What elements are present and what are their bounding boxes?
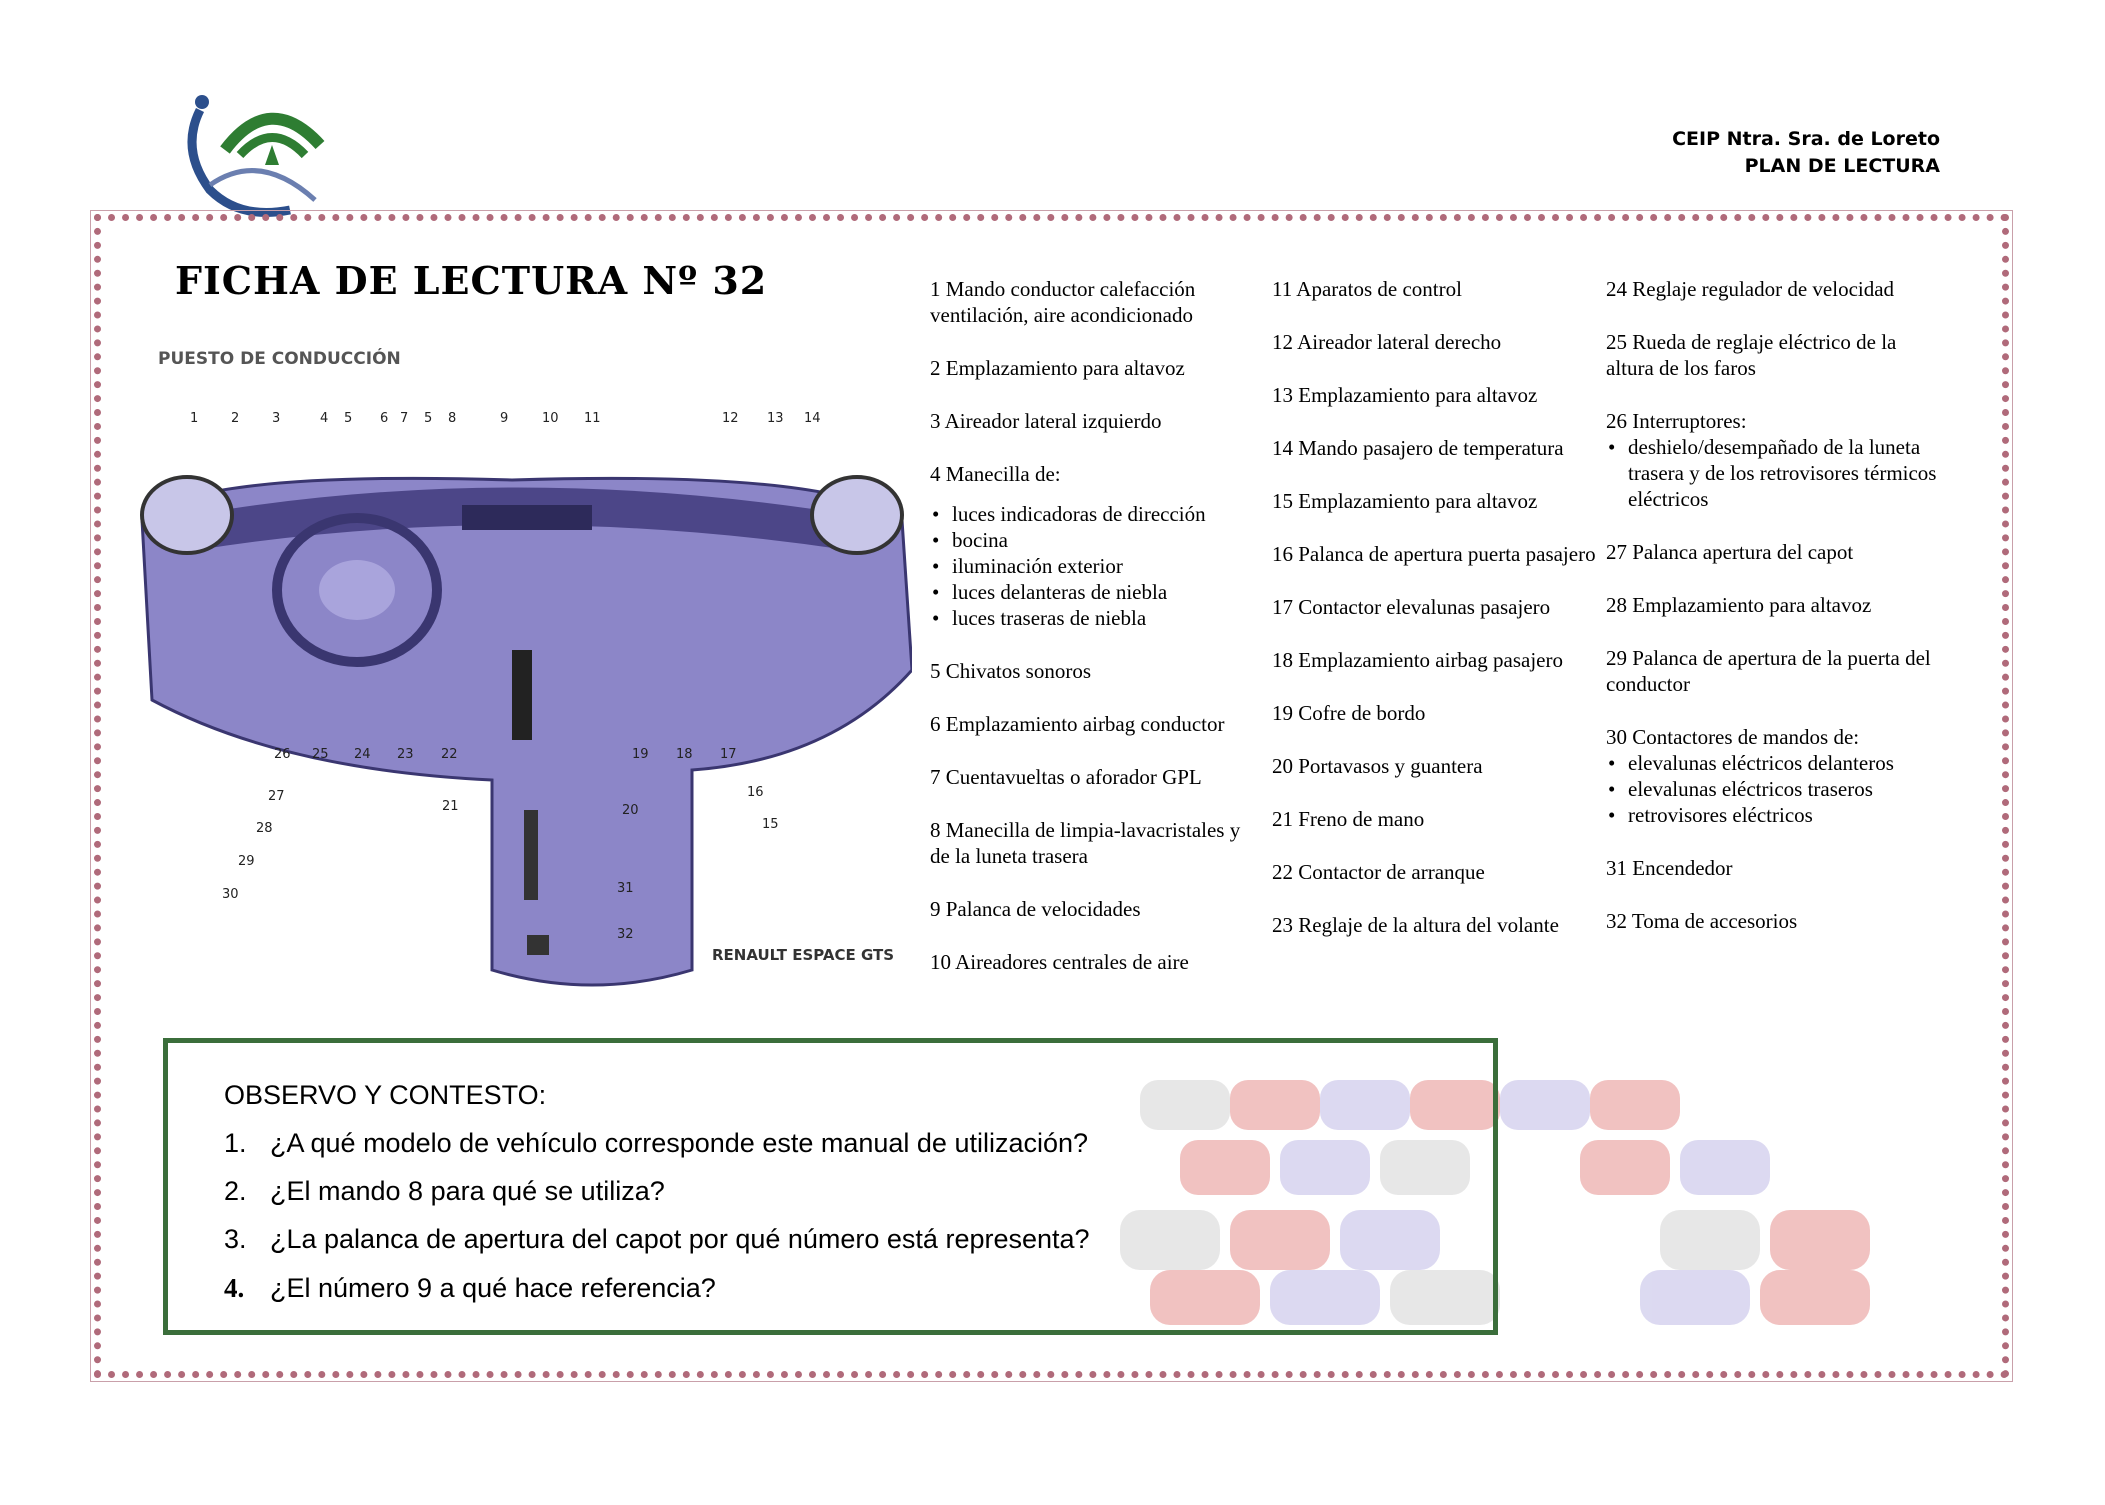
- legend-item-8: 8 Manecilla de limpia-lavacristales y de la luneta trasera: [930, 818, 1241, 868]
- callout-30: 30: [222, 887, 239, 902]
- callout-6: 6: [380, 411, 389, 426]
- callout-3: 3: [272, 411, 281, 426]
- junta-andalucia-logo: [170, 90, 350, 230]
- question-2: [224, 1176, 665, 1207]
- question-text: ¿El número 9 a qué hace referencia?: [270, 1273, 716, 1303]
- legend-item-26-bullets: [1606, 434, 1946, 512]
- callout-5: 5: [344, 411, 353, 426]
- legend-item-2: 2 Emplazamiento para altavoz: [930, 356, 1185, 380]
- legend-item-31: 31 Encendedor: [1606, 856, 1733, 880]
- bullet-item: • iluminación exterior: [930, 553, 1260, 579]
- legend-item-1: 1 Mando conductor calefacción ventilación, aire acondicionado: [930, 277, 1196, 327]
- legend-item-7: 7 Cuentavueltas o aforador GPL: [930, 765, 1202, 789]
- diagram-heading: PUESTO DE CONDUCCIÓN: [158, 349, 401, 369]
- callout-18: 18: [676, 747, 693, 762]
- question-number: 4.: [224, 1273, 245, 1303]
- bullet-item: • luces traseras de niebla: [930, 605, 1260, 631]
- legend-item-26: 26 Interruptores:: [1606, 409, 1747, 433]
- legend-item-27: 27 Palanca apertura del capot: [1606, 540, 1854, 564]
- callout-28: 28: [256, 821, 273, 836]
- diagram-caption: RENAULT ESPACE GTS: [712, 946, 895, 964]
- callout-15: 15: [762, 817, 779, 832]
- callout-8: 8: [448, 411, 457, 426]
- legend-item-22: 22 Contactor de arranque: [1272, 860, 1485, 884]
- legend-item-11: 11 Aparatos de control: [1272, 277, 1462, 301]
- callout-10: 10: [542, 411, 559, 426]
- legend-item-9: 9 Palanca de velocidades: [930, 897, 1141, 921]
- callout-1: 1: [190, 411, 199, 426]
- callout-2: 2: [231, 411, 240, 426]
- callout-21: 21: [442, 799, 459, 814]
- callout-26: 26: [274, 747, 291, 762]
- legend-item-29: 29 Palanca de apertura de la puerta del conductor: [1606, 646, 1931, 696]
- question-1: [224, 1128, 1088, 1159]
- question-number: 2.: [224, 1176, 247, 1206]
- legend-column-2: [1272, 276, 1602, 965]
- bullet-item: • retrovisores eléctricos: [1606, 802, 1946, 828]
- callout-24: 24: [354, 747, 371, 762]
- legend-item-4-bullets: [930, 501, 1260, 631]
- legend-item-14: 14 Mando pasajero de temperatura: [1272, 436, 1564, 460]
- legend-item-19: 19 Cofre de bordo: [1272, 701, 1426, 725]
- question-text: ¿La palanca de apertura del capot por qué número está representa?: [270, 1224, 1090, 1254]
- legend-column-1: [930, 276, 1260, 1002]
- bullet-item: • luces indicadoras de dirección: [930, 501, 1260, 527]
- legend-item-25: 25 Rueda de reglaje eléctrico de la altura de los faros: [1606, 330, 1897, 380]
- legend-item-16: 16 Palanca de apertura puerta pasajero: [1272, 542, 1596, 566]
- dashboard-diagram: [132, 340, 912, 1000]
- bullet-item: • elevalunas eléctricos delanteros: [1606, 750, 1946, 776]
- question-text: ¿El mando 8 para qué se utiliza?: [270, 1176, 665, 1206]
- legend-item-10: 10 Aireadores centrales de aire: [930, 950, 1189, 974]
- legend-item-28: 28 Emplazamiento para altavoz: [1606, 593, 1872, 617]
- legend-item-12: 12 Aireador lateral derecho: [1272, 330, 1502, 354]
- callout-17: 17: [720, 747, 737, 762]
- page-title: FICHA DE LECTURA Nº 32: [175, 258, 768, 303]
- legend-item-30-bullets: [1606, 750, 1946, 828]
- legend-item-18: 18 Emplazamiento airbag pasajero: [1272, 648, 1563, 672]
- questions-heading: OBSERVO Y CONTESTO:: [224, 1080, 547, 1110]
- school-header: [1672, 126, 1940, 180]
- callout-20: 20: [622, 803, 639, 818]
- callout-12: 12: [722, 411, 739, 426]
- legend-item-20: 20 Portavasos y guantera: [1272, 754, 1483, 778]
- legend-item-17: 17 Contactor elevalunas pasajero: [1272, 595, 1551, 619]
- school-name: CEIP Ntra. Sra. de Loreto: [1672, 128, 1940, 150]
- bullet-item: • elevalunas eléctricos traseros: [1606, 776, 1946, 802]
- legend-item-23: 23 Reglaje de la altura del volante: [1272, 913, 1559, 937]
- bullet-item: • bocina: [930, 527, 1260, 553]
- bullet-item: • luces delanteras de niebla: [930, 579, 1260, 605]
- plan-label: PLAN DE LECTURA: [1744, 155, 1940, 177]
- callout-13: 13: [767, 411, 784, 426]
- callout-11: 11: [584, 411, 601, 426]
- legend-item-24: 24 Reglaje regulador de velocidad: [1606, 277, 1895, 301]
- legend-item-6: 6 Emplazamiento airbag conductor: [930, 712, 1225, 736]
- legend-item-21: 21 Freno de mano: [1272, 807, 1425, 831]
- legend-item-5: 5 Chivatos sonoros: [930, 659, 1092, 683]
- legend-item-13: 13 Emplazamiento para altavoz: [1272, 383, 1538, 407]
- question-3: [224, 1224, 1090, 1255]
- callout-14: 14: [804, 411, 821, 426]
- question-number: 1.: [224, 1128, 247, 1158]
- callout-32: 32: [617, 927, 634, 942]
- callout-19: 19: [632, 747, 649, 762]
- callout-23: 23: [397, 747, 414, 762]
- bullet-item: • deshielo/desempañado de la luneta trasera y de los retrovisores térmicos eléctricos: [1606, 434, 1946, 512]
- legend-item-3: 3 Aireador lateral izquierdo: [930, 409, 1162, 433]
- legend-item-30: 30 Contactores de mandos de:: [1606, 725, 1860, 749]
- legend-column-3: [1606, 276, 1946, 961]
- callout-4: 4: [320, 411, 329, 426]
- callout-25: 25: [312, 747, 329, 762]
- callout-31: 31: [617, 881, 634, 896]
- question-number: 3.: [224, 1224, 247, 1254]
- legend-item-32: 32 Toma de accesorios: [1606, 909, 1798, 933]
- legend-item-4: 4 Manecilla de:: [930, 462, 1061, 486]
- callout-7: 7: [400, 411, 409, 426]
- callout-29: 29: [238, 854, 255, 869]
- callout-22: 22: [441, 747, 458, 762]
- callout-16: 16: [747, 785, 764, 800]
- callout-27: 27: [268, 789, 285, 804]
- question-text: ¿A qué modelo de vehículo corresponde este manual de utilización?: [270, 1128, 1089, 1158]
- legend-item-15: 15 Emplazamiento para altavoz: [1272, 489, 1538, 513]
- callout-5b: 5: [424, 411, 433, 426]
- callout-9: 9: [500, 411, 509, 426]
- question-4: [224, 1273, 716, 1304]
